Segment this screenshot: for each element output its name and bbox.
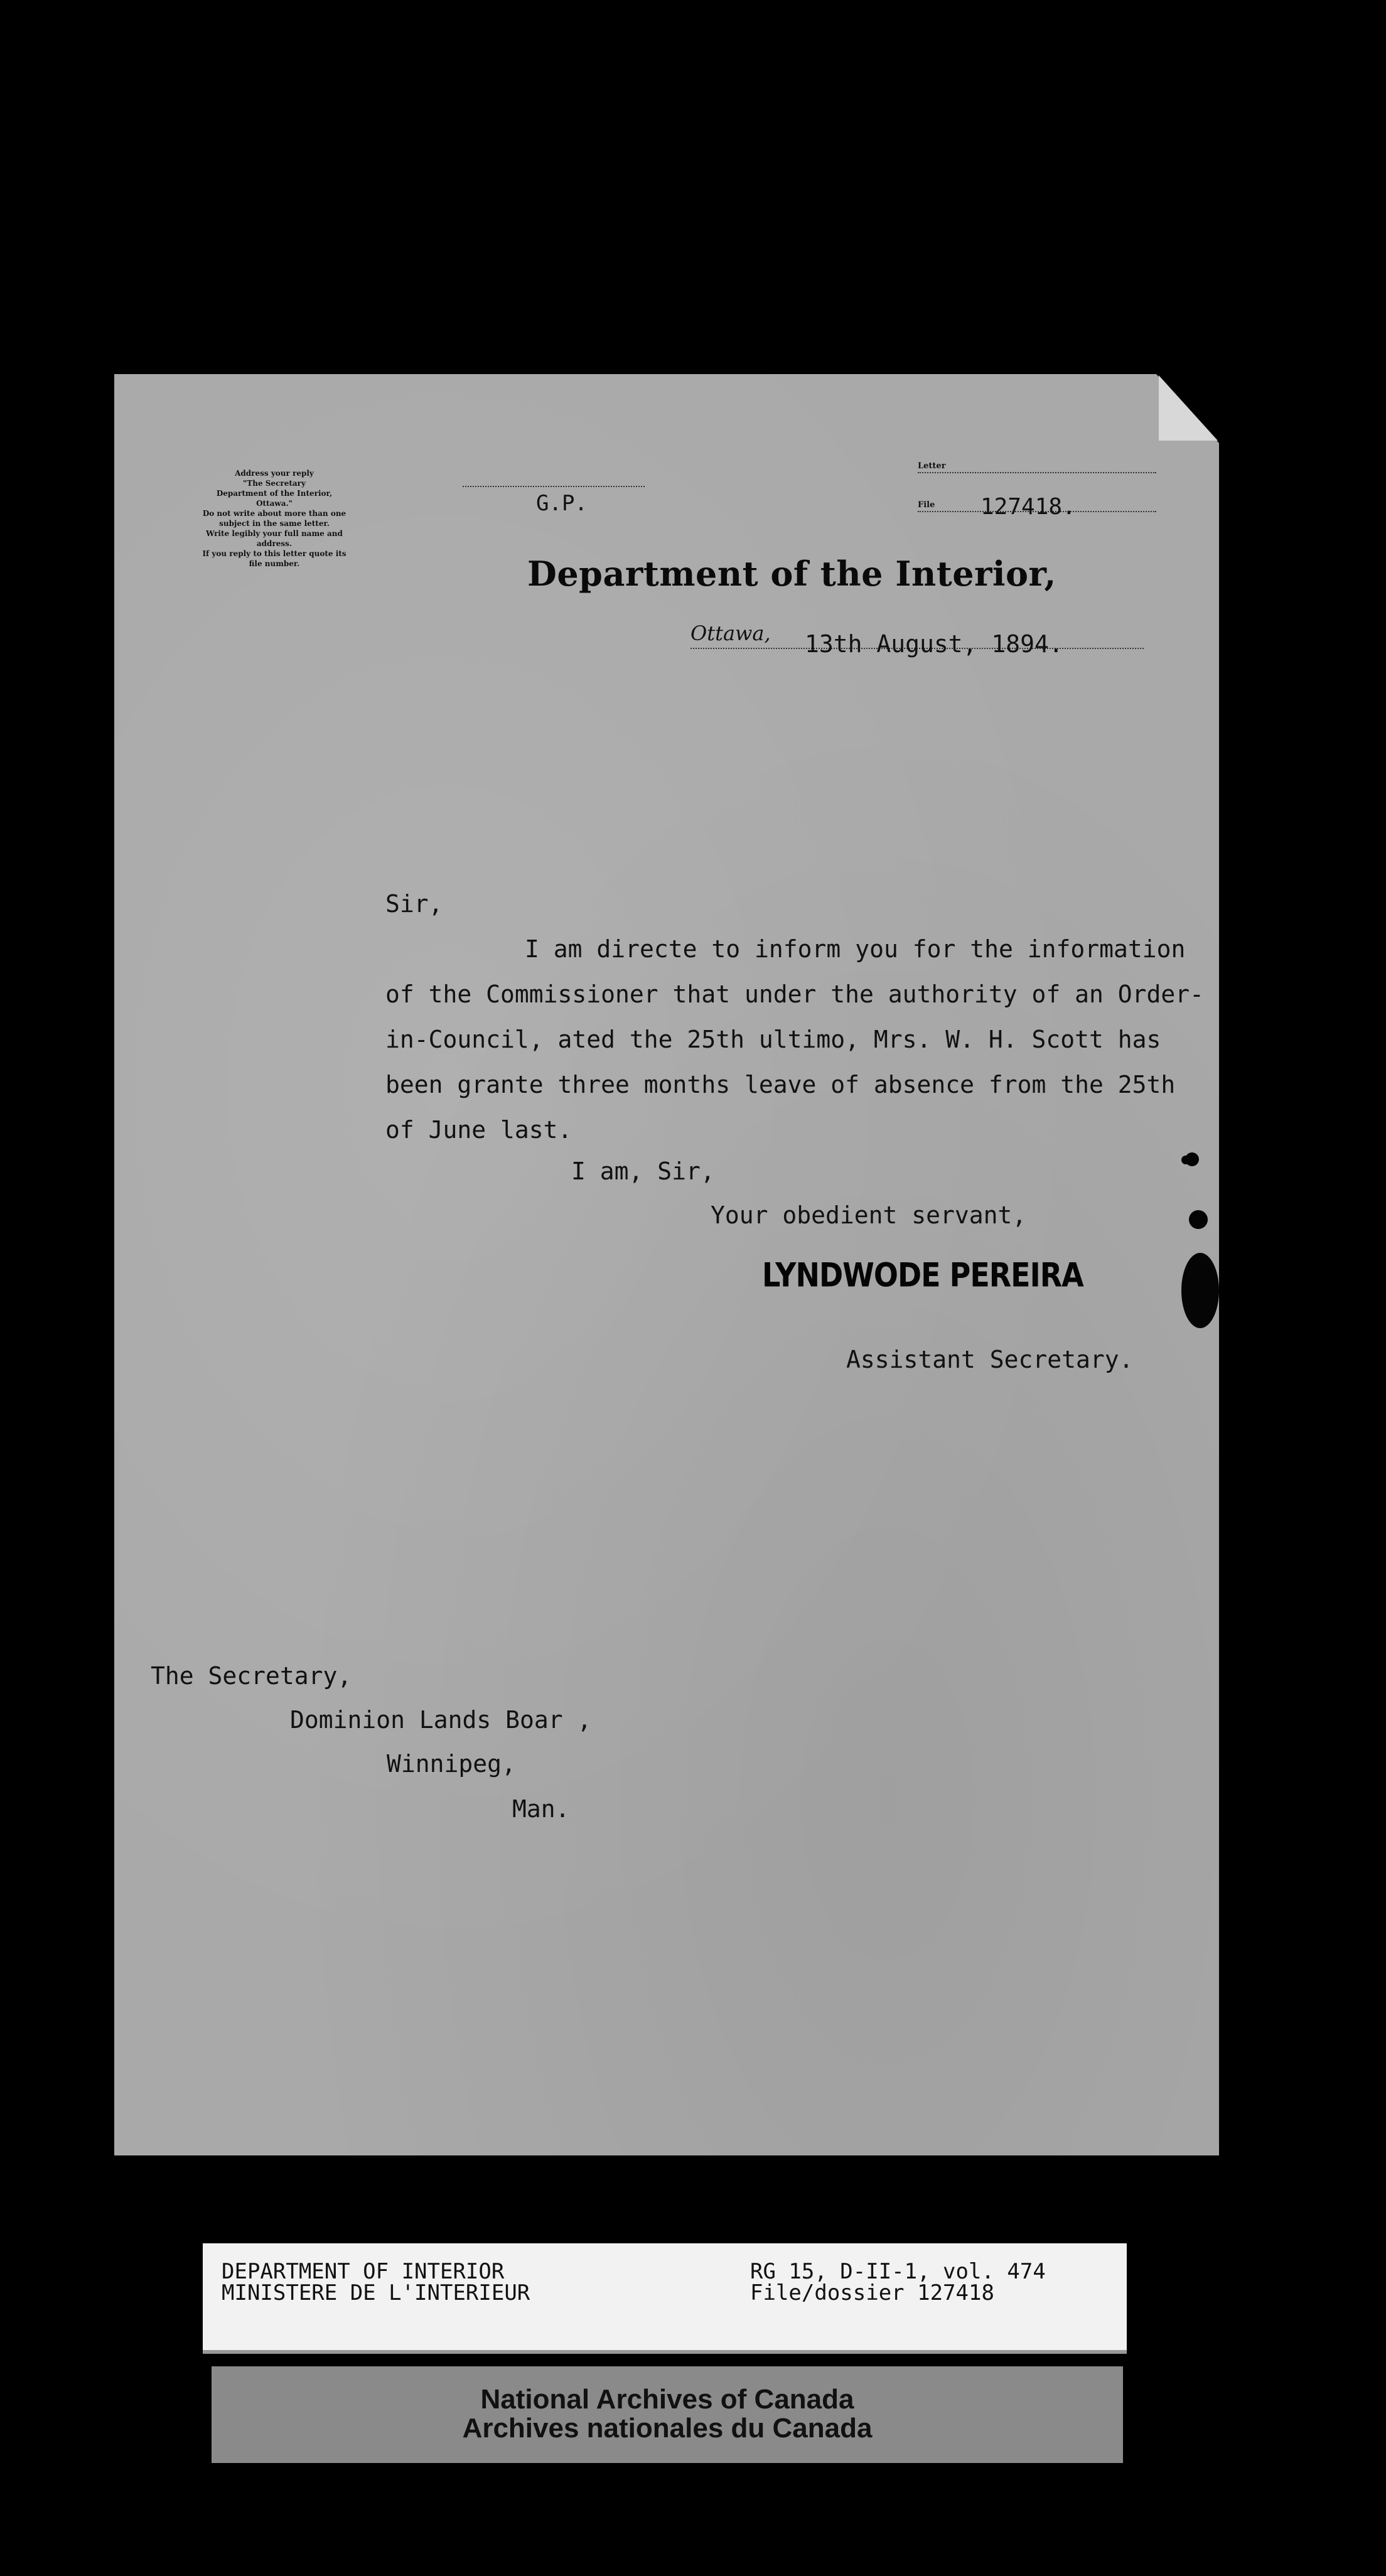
initials-rule xyxy=(463,486,645,487)
reply-instruction-line: Do not write about more than one xyxy=(202,509,346,518)
signatory-title: Assistant Secretary. xyxy=(846,1346,1134,1373)
signature-stamp: LYNDWODE PEREIRA xyxy=(762,1255,1083,1295)
body-line: of June last. xyxy=(385,1116,572,1144)
archive-department-fr: MINISTERE DE L'INTERIEUR xyxy=(222,2280,530,2305)
reply-instruction-line: address. xyxy=(256,539,293,548)
archive-file-number: File/dossier 127418 xyxy=(750,2280,994,2305)
letter-date: 13th August, 1894. xyxy=(805,630,1063,658)
archive-reference-label xyxy=(203,2243,1127,2354)
closing-line: I am, Sir, xyxy=(571,1157,715,1185)
recipient-line: Man. xyxy=(512,1795,570,1823)
reply-instructions xyxy=(183,468,365,569)
initials: G.P. xyxy=(536,491,588,516)
body-line: been grante three months leave of absence from the 25th xyxy=(385,1071,1176,1098)
body-line: I am directe to inform you for the information xyxy=(525,935,1186,963)
folded-corner-flap xyxy=(1159,375,1218,441)
archives-name-fr: Archives nationales du Canada xyxy=(462,2413,873,2444)
city: Ottawa, xyxy=(690,621,771,645)
archives-stamp xyxy=(212,2366,1123,2463)
ink-blot xyxy=(1189,1210,1208,1229)
file-label: File xyxy=(918,500,935,510)
archive-reference xyxy=(750,2261,1046,2304)
letter-ref-row xyxy=(918,454,1156,473)
body-line: of the Commissioner that under the authority of an Order- xyxy=(385,980,1205,1008)
ink-blot xyxy=(1181,1253,1219,1328)
reply-instruction-line: Department of the Interior, xyxy=(216,489,333,498)
archive-department-en: DEPARTMENT OF INTERIOR xyxy=(222,2259,505,2284)
document-page xyxy=(114,374,1219,2155)
date-line xyxy=(690,621,1144,658)
reply-instruction-line: "The Secretary xyxy=(243,479,306,488)
archives-name-en: National Archives of Canada xyxy=(480,2384,854,2415)
reply-instruction-line: Write legibly your full name and xyxy=(206,529,343,538)
file-number: 127418. xyxy=(980,494,1076,520)
reply-instruction-line: subject in the same letter. xyxy=(219,519,330,528)
recipient-line: Dominion Lands Boar , xyxy=(290,1706,592,1734)
closing-line: Your obedient servant, xyxy=(711,1201,1027,1229)
department-heading: Department of the Interior, xyxy=(527,554,1056,594)
reply-instruction-line: Ottawa." xyxy=(256,499,293,508)
letter-body xyxy=(385,881,1205,1152)
letter-label: Letter xyxy=(918,461,946,471)
file-ref-row xyxy=(918,493,1156,520)
reply-instruction-line: file number. xyxy=(249,559,300,568)
reply-instruction-line: If you reply to this letter quote its xyxy=(202,549,346,558)
reply-instruction-line: Address your reply xyxy=(235,469,314,478)
ink-blot xyxy=(1181,1156,1190,1164)
archive-department xyxy=(222,2261,530,2304)
body-line: in-Council, ated the 25th ultimo, Mrs. W. H. Scott has xyxy=(385,1026,1161,1053)
salutation: Sir, xyxy=(385,890,443,918)
recipient-line: Winnipeg, xyxy=(387,1750,516,1778)
reference-fields xyxy=(918,454,1156,532)
archive-record-group: RG 15, D-II-1, vol. 474 xyxy=(750,2259,1046,2284)
recipient-line: The Secretary, xyxy=(151,1662,352,1690)
